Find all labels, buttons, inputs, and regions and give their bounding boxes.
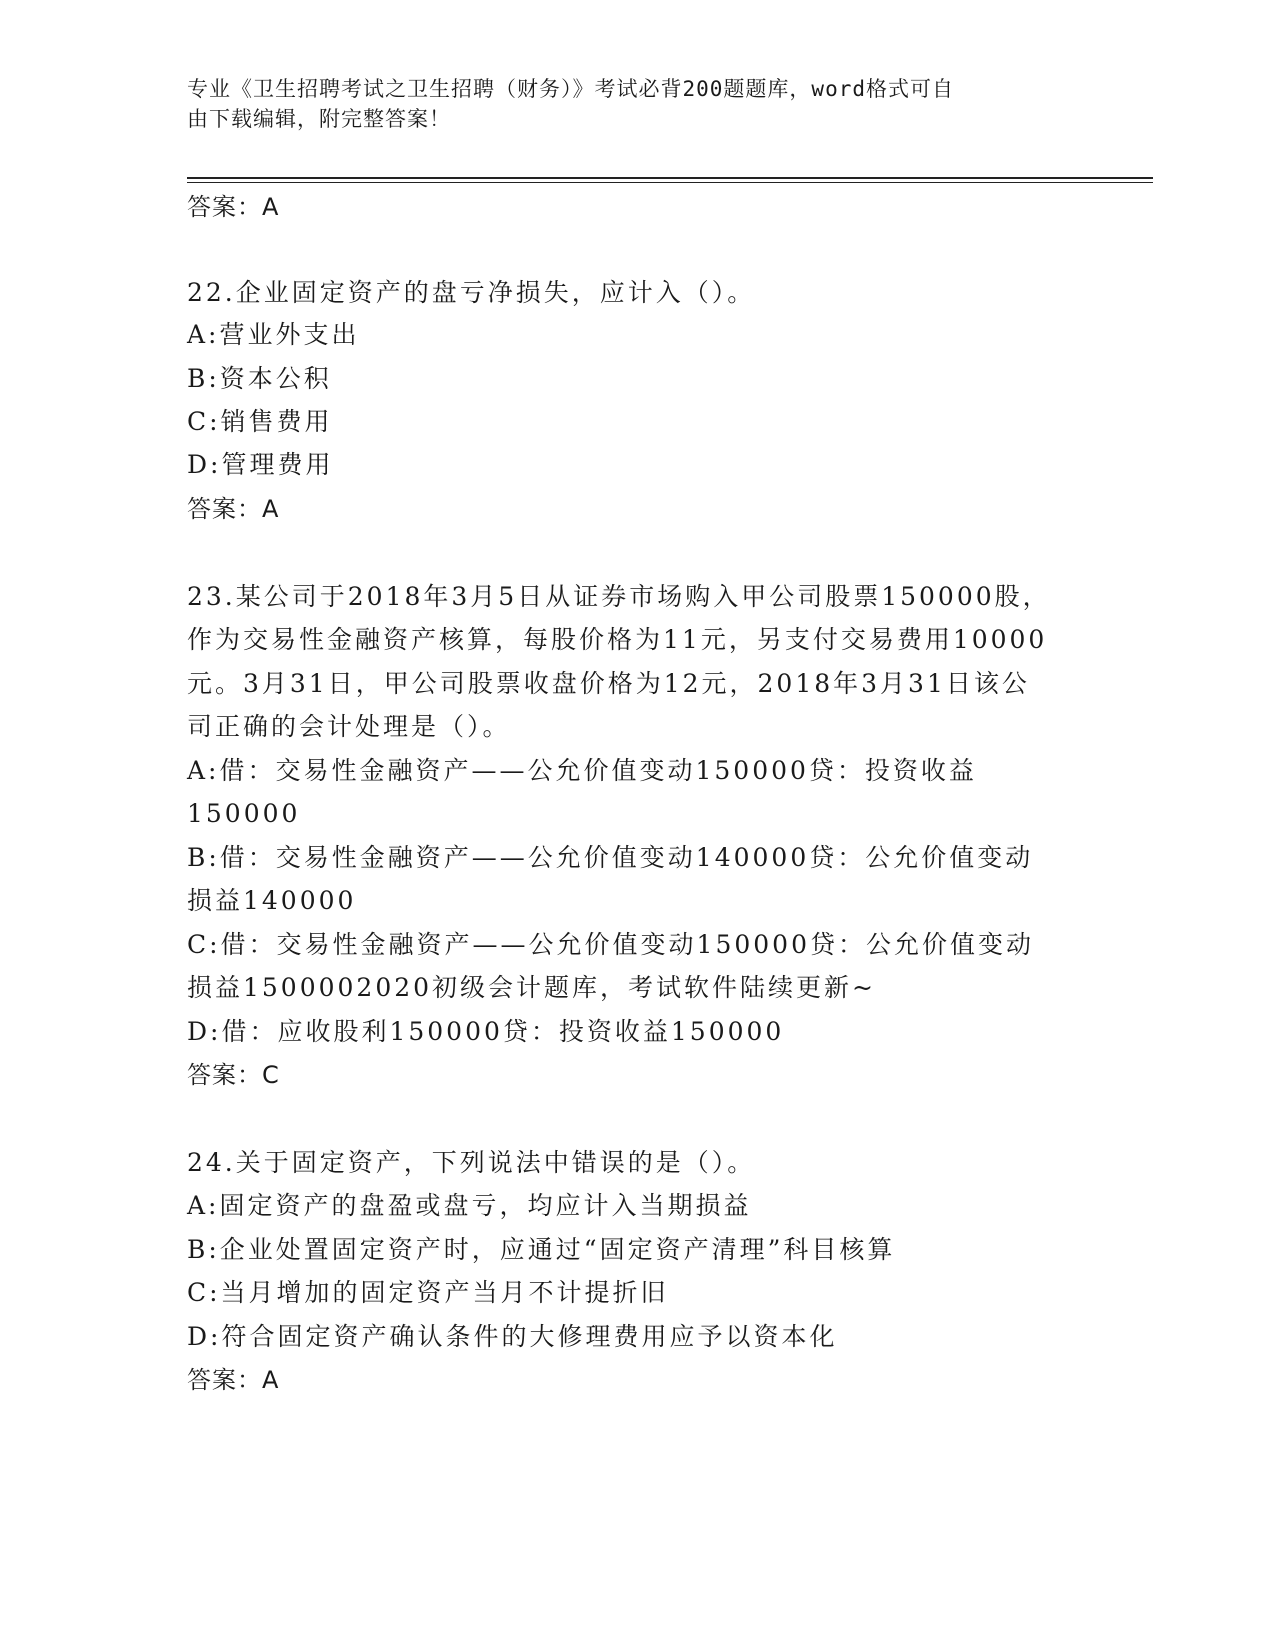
- previous-answer: 答案：A: [187, 193, 280, 221]
- q23-option-b-line-1: B:借：交易性金融资产——公允价值变动140000贷：公允价值变动: [187, 843, 1034, 872]
- q24-option-a: A:固定资产的盘盈或盘亏，均应计入当期损益: [187, 1191, 752, 1220]
- q23-stem-line-3: 元。3月31日，甲公司股票收盘价格为12元，2018年3月31日该公: [187, 669, 1030, 698]
- header-divider-thick: [187, 177, 1153, 179]
- q24-answer: 答案：A: [187, 1366, 280, 1394]
- header-line-1: 专业《卫生招聘考试之卫生招聘（财务）》考试必背200题题库，word格式可自: [187, 77, 954, 101]
- q22-option-c: C:销售费用: [187, 407, 333, 436]
- q22-option-a: A:营业外支出: [187, 320, 360, 349]
- q23-stem-line-2: 作为交易性金融资产核算，每股价格为11元，另支付交易费用10000: [187, 625, 1048, 654]
- q23-option-c-line-2: 损益1500002020初级会计题库，考试软件陆续更新~: [187, 973, 877, 1002]
- q22-answer: 答案：A: [187, 495, 280, 523]
- q22-option-d: D:管理费用: [187, 450, 334, 479]
- q23-option-a-line-1: A:借：交易性金融资产——公允价值变动150000贷：投资收益: [187, 756, 977, 785]
- q24-option-d: D:符合固定资产确认条件的大修理费用应予以资本化: [187, 1322, 838, 1351]
- q23-option-b-line-2: 损益140000: [187, 886, 357, 915]
- q24-option-c: C:当月增加的固定资产当月不计提折旧: [187, 1278, 669, 1307]
- q23-stem-line-4: 司正确的会计处理是（）。: [187, 712, 511, 741]
- q23-stem-line-1: 23.某公司于2018年3月5日从证券市场购入甲公司股票150000股，: [187, 582, 1051, 611]
- q23-answer: 答案：C: [187, 1061, 280, 1089]
- q24-option-b: B:企业处置固定资产时，应通过“固定资产清理”科目核算: [187, 1235, 896, 1264]
- q23-option-c-line-1: C:借：交易性金融资产——公允价值变动150000贷：公允价值变动: [187, 930, 1034, 959]
- q22-option-b: B:资本公积: [187, 364, 332, 393]
- q23-option-d: D:借：应收股利150000贷：投资收益150000: [187, 1017, 785, 1046]
- header-text: [187, 74, 1067, 134]
- header-divider-thin: [187, 182, 1153, 183]
- header-line-2: 由下载编辑，附完整答案！: [187, 107, 451, 131]
- q24-stem: 24.关于固定资产，下列说法中错误的是（）。: [187, 1148, 756, 1177]
- q23-option-a-line-2: 150000: [187, 799, 301, 828]
- q22-stem: 22.企业固定资产的盘亏净损失，应计入（）。: [187, 278, 756, 307]
